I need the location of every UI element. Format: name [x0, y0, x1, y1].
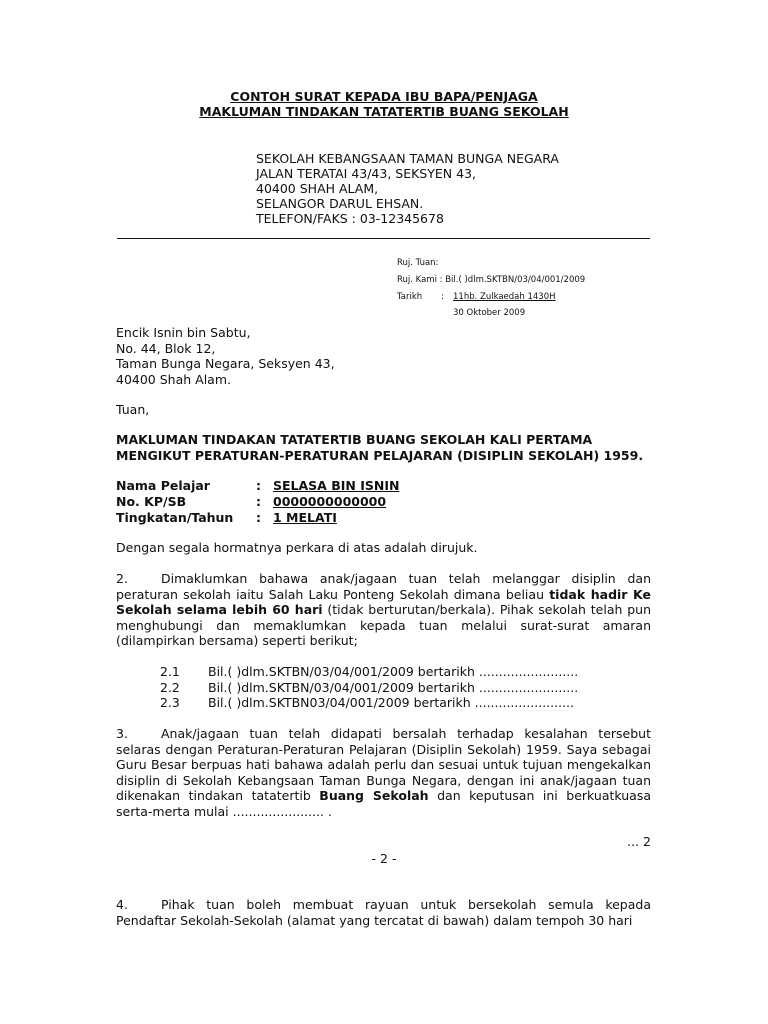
student-name-value: SELASA BIN ISNIN	[273, 478, 400, 493]
letterhead-divider	[117, 238, 650, 239]
list-item-text: Bil.( )dlm.SKTBN/03/04/001/2009 bertarikh .........................	[208, 679, 579, 695]
paragraph-3	[116, 726, 651, 820]
student-kp-colon: :	[256, 494, 261, 509]
paragraph-2-bold: tidak hadir Ke Sekolah selama lebih 60 hari	[116, 586, 651, 618]
paragraph-3-bold: Buang Sekolah	[319, 788, 429, 804]
subject-block	[116, 432, 643, 463]
title-line-1: CONTOH SURAT KEPADA IBU BAPA/PENJAGA	[230, 89, 538, 104]
list-item	[160, 664, 578, 680]
ref-ruj-tuan: Ruj. Tuan:	[397, 258, 439, 268]
list-item	[160, 695, 578, 711]
paragraph-2-text-a: Dimaklumkan bahawa anak/jagaan tuan telah melanggar disiplin dan peraturan sekolah iaitu Salah Laku Ponteng Sekolah dimana beliau	[116, 571, 651, 602]
list-item-number: 2.1	[160, 664, 180, 679]
ref-tarikh-masihi: 30 Oktober 2009	[453, 308, 526, 318]
school-block	[256, 151, 559, 226]
subject-line-1: MAKLUMAN TINDAKAN TATATERTIB BUANG SEKOLAH KALI PERTAMA	[116, 432, 593, 447]
recipient-name: Encik Isnin bin Sabtu,	[116, 325, 251, 340]
recipient-address-1: No. 44, Blok 12,	[116, 340, 216, 356]
school-phone: TELEFON/FAKS : 03-12345678	[256, 211, 444, 226]
school-address-2: 40400 SHAH ALAM,	[256, 181, 379, 196]
paragraph-2	[116, 571, 651, 649]
paragraph-3-text-b: dan keputusan ini berkuatkuasa serta-merta mulai ....................... .	[116, 788, 652, 819]
salutation: Tuan,	[116, 402, 150, 417]
page-continuation: ... 2	[627, 834, 651, 849]
intro-line: Dengan segala hormatnya perkara di atas adalah dirujuk.	[116, 540, 478, 555]
student-kp-label: No. KP/SB	[116, 494, 187, 509]
student-kp-value: 0000000000000	[273, 494, 387, 509]
list-item	[160, 680, 578, 696]
recipient-block	[116, 325, 335, 387]
paragraph-2-text-b: (tidak berturutan/berkala). Pihak sekolah telah pun menghubungi dan memaklumkan kepada tuan melalui surat-surat amaran (dilampirkan bersama) seperti berikut;	[116, 602, 651, 649]
recipient-address-2: Taman Bunga Negara, Seksyen 43,	[116, 356, 335, 372]
student-class-colon: :	[256, 510, 261, 525]
ref-tarikh-colon: :	[441, 292, 444, 302]
ref-tarikh-hijri: 11hb. Zulkaedah 1430H	[453, 292, 556, 302]
school-address-3: SELANGOR DARUL EHSAN.	[256, 196, 424, 211]
list-item-text: Bil.( )dlm.SKTBN03/04/001/2009 bertarikh .........................	[208, 695, 574, 711]
ref-tarikh-label: Tarikh	[397, 292, 423, 302]
paragraph-3-text-a: Anak/jagaan tuan telah didapati bersalah terhadap kesalahan tersebut selaras dengan Peraturan-Peraturan Pelajaran (Disiplin Sekolah) 1959. Saya sebagai Guru Besar berpuas hati bahawa adalah perlu dan sesuai untuk tujuan mengekalkan disiplin di Sekolah Kebangsaan Taman Bunga Negara, dengan ini anak/jagaan tuan dikenakan tindakan tatatertib	[116, 726, 651, 804]
paragraph-4-text: Pihak tuan boleh membuat rayuan untuk bersekolah semula kepada Pendaftar Sekolah-Sekolah (alamat yang tercatat di bawah) dalam tempoh 30 hari	[116, 897, 651, 928]
list-item-number: 2.3	[160, 695, 180, 711]
recipient-address-3: 40400 Shah Alam.	[116, 371, 231, 387]
school-address-1: JALAN TERATAI 43/43, SEKSYEN 43,	[256, 166, 476, 181]
school-name: SEKOLAH KEBANGSAAN TAMAN BUNGA NEGARA	[256, 151, 559, 166]
subject-line-2: MENGIKUT PERATURAN-PERATURAN PELAJARAN (DISIPLIN SEKOLAH) 1959.	[116, 447, 644, 463]
title-line-2: MAKLUMAN TINDAKAN TATATERTIB BUANG SEKOLAH	[199, 104, 569, 119]
list-item-text: Bil.( )dlm.SKTBN/03/04/001/2009 bertarikh .........................	[208, 664, 579, 679]
ref-ruj-kami: Ruj. Kami : Bil.( )dlm.SKTBN/03/04/001/2009	[397, 275, 586, 285]
student-name-label: Nama Pelajar	[116, 478, 210, 493]
page-number: - 2 -	[371, 851, 397, 866]
paragraph-3-number: 3.	[116, 726, 128, 741]
warning-letter-list	[160, 664, 578, 711]
student-class-value: 1 MELATI	[273, 510, 337, 525]
list-item-number: 2.2	[160, 679, 180, 695]
paragraph-4	[116, 897, 651, 928]
student-name-colon: :	[256, 478, 261, 493]
paragraph-4-number: 4.	[116, 897, 128, 912]
paragraph-2-number: 2.	[116, 571, 128, 586]
student-class-label: Tingkatan/Tahun	[116, 510, 234, 525]
